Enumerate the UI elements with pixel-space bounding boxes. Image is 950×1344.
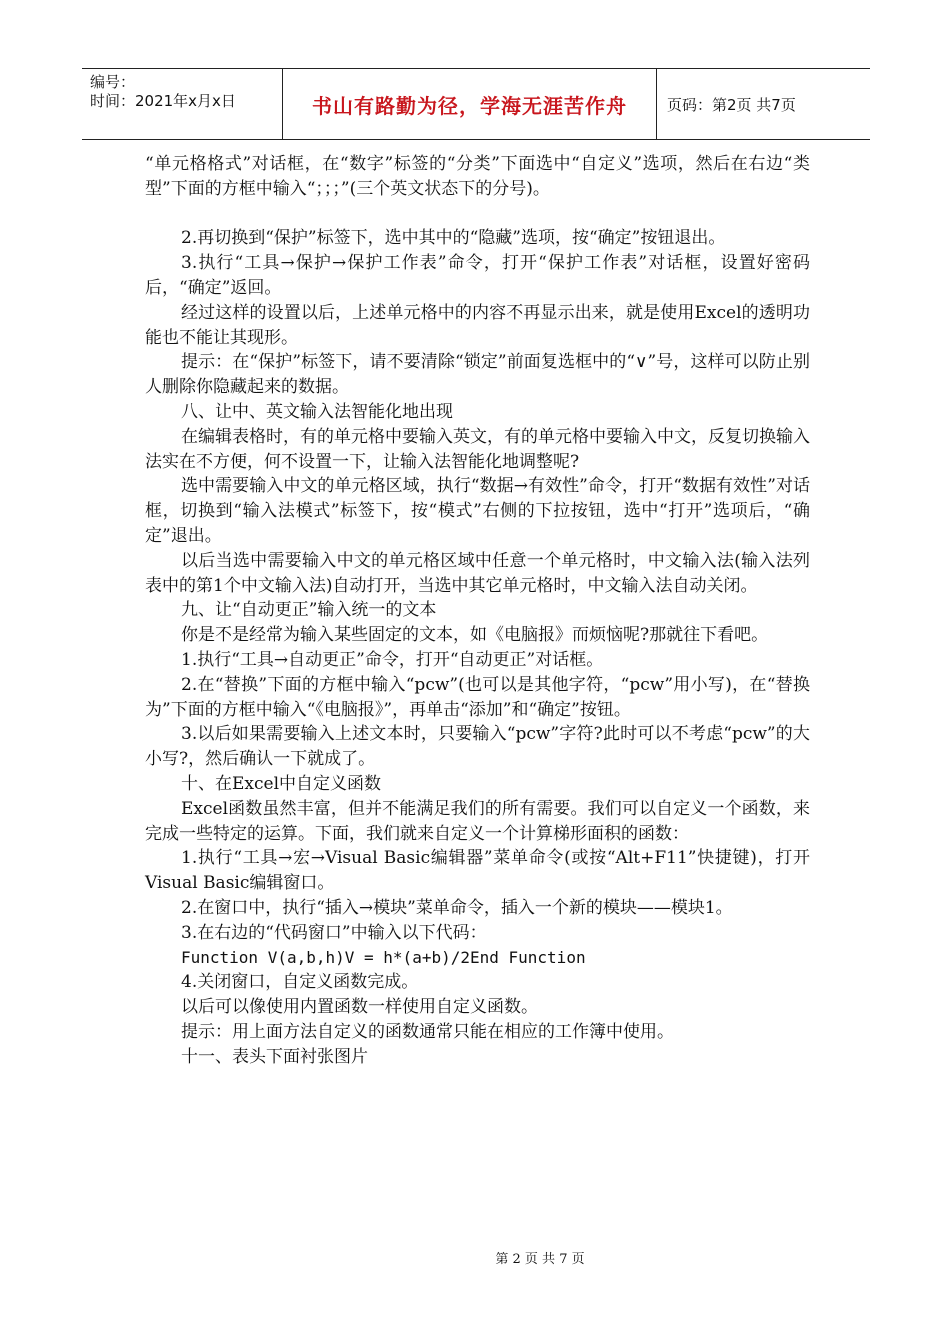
- paragraph: 4.关闭窗口，自定义函数完成。: [181, 972, 419, 993]
- page-header: [82, 68, 870, 140]
- header-motto: 书山有路勤为径，学海无涯苦作舟: [283, 69, 657, 139]
- paragraph: “单元格格式”对话框，在“数字”标签的“分类”下面选中“自定义”选项，然后在右边“类型”下面的方框中输入“；；；”(三个英文状态下的分号)。: [145, 154, 810, 199]
- blank-line: [145, 202, 810, 227]
- paragraph: 2.在“替换”下面的方框中输入“pcw”(也可以是其他字符，“pcw”用小写)，在“替换为”下面的方框中输入“《电脑报》”，再单击“添加”和“确定”按钮。: [145, 674, 810, 720]
- paragraph: 3.在右边的“代码窗口”中输入以下代码：: [181, 922, 487, 943]
- number-label: 编号：: [90, 73, 136, 91]
- section-heading: 十、在Excel中自定义函数: [181, 773, 382, 794]
- header-page-label: 页码：第2页 共7页: [667, 95, 796, 114]
- paragraph: Excel函数虽然丰富，但并不能满足我们的所有需要。我们可以自定义一个函数，来完成一些特定的运算。下面，我们就来自定义一个计算梯形面积的函数：: [145, 798, 810, 844]
- paragraph: 以后当选中需要输入中文的单元格区域中任意一个单元格时，中文输入法(输入法列表中的第1个中文输入法)自动打开，当选中其它单元格时，中文输入法自动关闭。: [145, 550, 810, 596]
- paragraph: 经过这样的设置以后，上述单元格中的内容不再显示出来，就是使用Excel的透明功能也不能让其现形。: [145, 302, 810, 348]
- document-body: [145, 152, 810, 1069]
- section-heading: 九、让“自动更正”输入统一的文本: [181, 600, 437, 621]
- section-heading: 十一、表头下面衬张图片: [181, 1046, 368, 1067]
- paragraph: 提示：在“保护”标签下，请不要清除“锁定”前面复选框中的“∨”号，这样可以防止别人删除你隐藏起来的数据。: [145, 352, 810, 398]
- paragraph: 提示：用上面方法自定义的函数通常只能在相应的工作簿中使用。: [181, 1021, 674, 1042]
- paragraph: 1.执行“工具→宏→Visual Basic编辑器”菜单命令(或按“Alt+F11”快捷键)，打开Visual Basic编辑窗口。: [145, 848, 810, 894]
- paragraph: 2.再切换到“保护”标签下，选中其中的“隐藏”选项，按“确定”按钮退出。: [181, 228, 726, 249]
- header-meta: [82, 69, 283, 139]
- page-footer: [0, 1248, 950, 1267]
- paragraph: 在编辑表格时，有的单元格中要输入英文，有的单元格中要输入中文，反复切换输入法实在不方便，何不设置一下，让输入法智能化地调整呢?: [145, 426, 810, 472]
- paragraph: 以后可以像使用内置函数一样使用自定义函数。: [181, 997, 538, 1018]
- date-label: 时间：2021年x月x日: [90, 92, 236, 110]
- paragraph: 3.以后如果需要输入上述文本时，只要输入“pcw”字符?此时可以不考虑“pcw”的大小写?，然后确认一下就成了。: [145, 724, 810, 770]
- paragraph: 2.在窗口中，执行“插入→模块”菜单命令，插入一个新的模块——模块1。: [181, 897, 733, 918]
- paragraph: 选中需要输入中文的单元格区域，执行“数据→有效性”命令，打开“数据有效性”对话框，切换到“输入法模式”标签下，按“模式”右侧的下拉按钮，选中“打开”选项后，“确定”退出。: [145, 476, 810, 546]
- footer-page-number: 第 2 页 共 7 页: [495, 1252, 585, 1267]
- section-heading: 八、让中、英文输入法智能化地出现: [181, 401, 453, 422]
- paragraph: 3.执行“工具→保护→保护工作表”命令，打开“保护工作表”对话框，设置好密码后，“确定”返回。: [145, 253, 810, 298]
- paragraph: 你是不是经常为输入某些固定的文本，如《电脑报》而烦恼呢?那就往下看吧。: [181, 625, 769, 646]
- paragraph: 1.执行“工具→自动更正”命令，打开“自动更正”对话框。: [181, 649, 604, 670]
- code-line: Function V(a,b,h)V = h*(a+b)/2End Function: [181, 947, 586, 967]
